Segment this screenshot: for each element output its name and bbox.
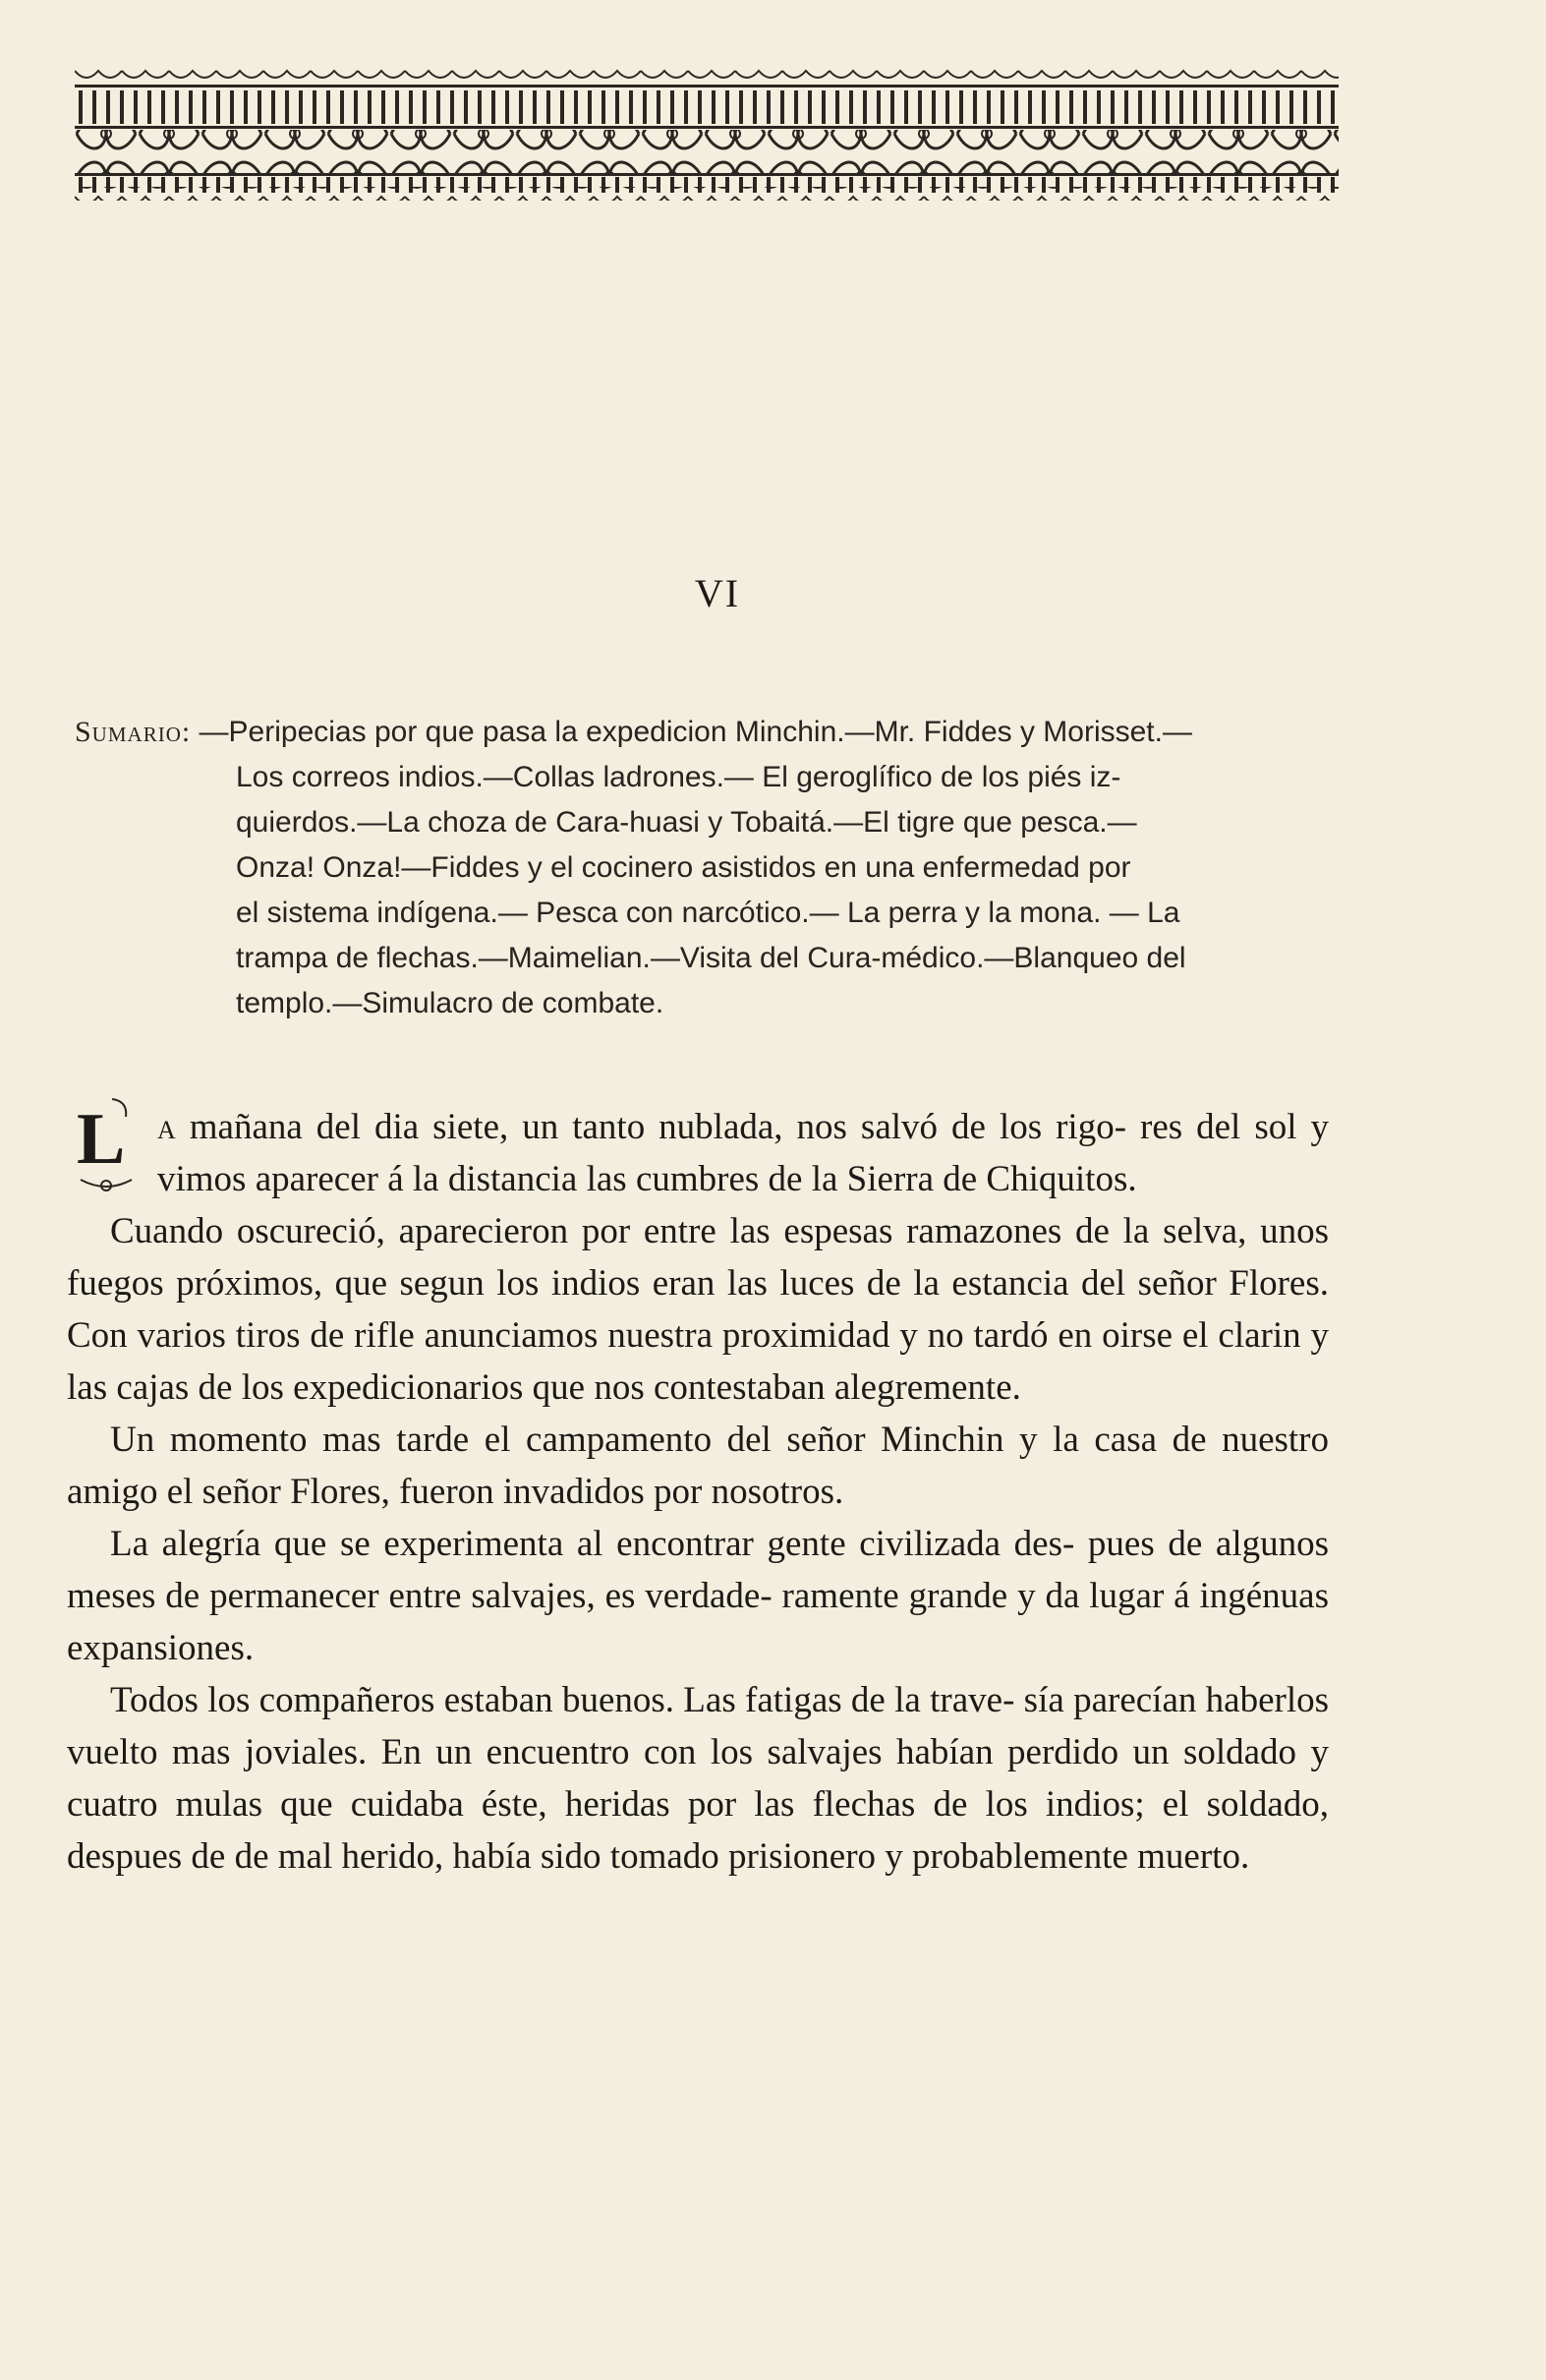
summary-line: templo.—Simulacro de combate. <box>236 987 664 1019</box>
summary-line: trampa de flechas.—Maimelian.—Visita del Cura-médico.—Blanqueo del <box>236 942 1186 974</box>
chapter-number: VI <box>694 571 741 615</box>
summary-line: quierdos.—La choza de Cara-huasi y Tobaitá.—El tigre que pesca.— <box>236 806 1137 839</box>
paragraph: Cuando oscureció, aparecieron por entre las espesas ramazones de la selva, unos fuegos próximos, que segun los indios eran las luces de la estancia del señor Flores. Con varios tiros de rifle anunciamos nuestra proximidad y no tardó en oirse el clarin y las cajas de los expedicionarios que nos contestaban alegremente. <box>67 1211 1329 1408</box>
paragraph: Todos los compañeros estaban buenos. Las fatigas de la trave- sía parecían haberlos vuelto mas joviales. En un encuentro con los salvajes habían perdido un soldado y cuatro mulas que cuidaba éste, heridas por las flechas de los indios; el soldado, despues de de mal herido, había sido tomado prisionero y probablemente muerto. <box>67 1680 1329 1877</box>
summary-first-line <box>75 710 1337 755</box>
dropcap <box>67 1095 147 1193</box>
summary-line: Onza! Onza!—Fiddes y el cocinero asistidos en una enfermedad por <box>236 851 1131 884</box>
chapter-body <box>67 1101 1329 1883</box>
first-word-smallcap: a <box>157 1107 176 1147</box>
paragraph-text: mañana del dia siete, un tanto nublada, nos salvó de los rigo- res del sol y vimos aparecer á la distancia las cumbres de la Sierra de Chiquitos. <box>157 1107 1329 1199</box>
summary-line: —Peripecias por que pasa la expedicion Minchin.—Mr. Fiddes y Morisset.— <box>199 716 1192 748</box>
paragraph: Un momento mas tarde el campamento del señor Minchin y la casa de nuestro amigo el señor Flores, fueron invadidos por nosotros. <box>67 1420 1329 1512</box>
chapter-summary <box>75 710 1337 1026</box>
decorative-border-band <box>75 69 1339 202</box>
summary-label: Sumario: <box>75 716 192 748</box>
summary-line: el sistema indígena.— Pesca con narcótico.— La perra y la mona. — La <box>236 897 1180 929</box>
dropcap-letter: L <box>77 1099 126 1180</box>
paragraph: La alegría que se experimenta al encontrar gente civilizada des- pues de algunos meses de permanecer entre salvajes, es verdade- ramente grande y da lugar á ingénuas expansiones. <box>67 1524 1329 1668</box>
ornament-pattern-icon <box>75 69 1339 202</box>
summary-line: Los correos indios.—Collas ladrones.— El geroglífico de los piés iz- <box>236 761 1121 793</box>
paragraph <box>67 1101 1329 1205</box>
